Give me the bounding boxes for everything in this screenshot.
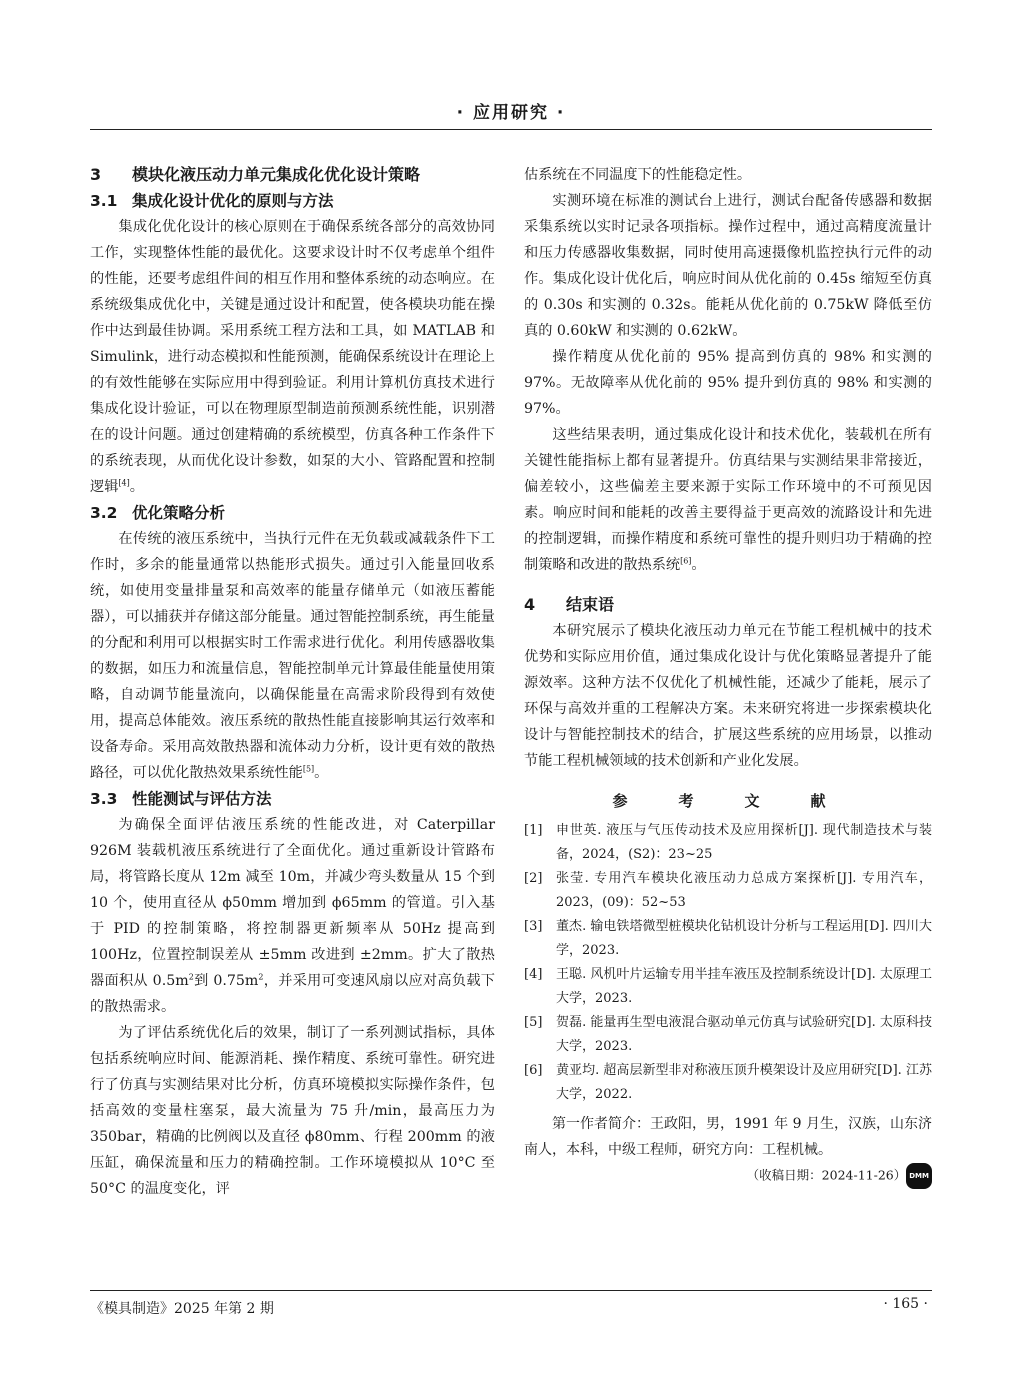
references-title: 参 考 文 献 [612,792,844,810]
paragraph-3-3-a: 为确保全面评估液压系统的性能改进，对 Caterpillar 926M 装载机液压系统进行了全面优化。通过重新设计管路布局，将管路长度从 12m 减至 10m，并减少弯头数量从 15 个到 10 个，使用直径从 ϕ50mm 增加到 ϕ65mm 的管道。引入基于 PID 的控制策略，将控制器更新频率从 50Hz 提高到 100Hz，位置控制误差从 ±5mm 改进到 ±2mm。扩大了散热器面积从 $0.5m^2$到 $0.75m^2$，并采用可变速风扇以应对高负载下的散热需求。 [90,817,495,1015]
references-list [524,819,932,1107]
paragraph-accuracy: 操作精度从优化前的 95% 提高到仿真的 98% 和实测的 97%。无故障率从优化前的 95% 提升到仿真的 98% 和实测的 97%。 [524,349,932,417]
reference-item: [2] 张莹. 专用汽车模块化液压动力总成方案探析[J]. 专用汽车，2023，(09)：52~53 [524,871,932,910]
right-column [524,162,932,1189]
reference-item: [5] 贺磊. 能量再生型电液混合驱动单元仿真与试验研究[D]. 太原科技大学，2023. [524,1015,932,1054]
paragraph-3-2: 在传统的液压系统中，当执行元件在无负载或减载条件下工作时，多余的能量通常以热能形式损失。通过引入能量回收系统，如使用变量排量泵和高效率的能量存储单元（如液压蓄能器），可以捕获并存储这部分能量。通过智能控制系统，再生能量的分配和利用可以根据实时工作需求进行优化。利用传感器收集的数据，如压力和流量信息，智能控制单元计算最佳能量使用策略，自动调节能量流向，以确保能量在高需求阶段得到有效使用，提高总体能效。液压系统的散热性能直接影响其运行效率和设备寿命。采用高效散热器和流体动力分析，设计更有效的散热路径，可以优化散热效果系统性能[5]。 [90,531,495,781]
reference-item: [4] 王聪. 风机叶片运输专用半挂车液压及控制系统设计[D]. 太原理工大学，2023. [524,967,932,1006]
paragraph-test-env: 实测环境在标准的测试台上进行，测试台配备传感器和数据采集系统以实时记录各项指标。操作过程中，通过高精度流量计和压力传感器收集数据，同时使用高速摄像机监控执行元件的动作。集成化设计优化后，响应时间从优化前的 0.45s 缩短至仿真的 0.30s 和实测的 0.32s。能耗从优化前的 0.75kW 降低至仿真的 0.60kW 和实测的 0.62kW。 [524,193,932,339]
paragraph-3-1: 集成化优化设计的核心原则在于确保系统各部分的高效协同工作，实现整体性能的最优化。这要求设计时不仅考虑单个组件的性能，还要考虑组件间的相互作用和整体系统的动态响应。在系统级集成优化中，关键是通过设计和配置，使各模块功能在操作中达到最佳协调。采用系统工程方法和工具，如 MATLAB 和 Simulink，进行动态模拟和性能预测，能确保系统设计在理论上的有效性能够在实际应用中得到验证。利用计算机仿真技术进行集成化设计验证，可以在物理原型制造前预测系统性能，识别潜在的设计问题。通过创建精确的系统模型，仿真各种工作条件下的系统表现，从而优化设计参数，如泵的大小、管路配置和控制逻辑[4]。 [90,219,495,495]
received-date: （收稿日期：2024-11-26） DMM [524,1163,932,1189]
paragraph-3-3-b: 为了评估系统优化后的效果，制订了一系列测试指标，具体包括系统响应时间、能源消耗、操作精度、系统可靠性。研究进行了仿真与实测结果对比分析，仿真环境模拟实际操作条件，包括高效的变量柱塞泵，最大流量为 75 升/min，最高压力为 350bar，精确的比例阀以及直径 ϕ80mm、行程 200mm 的液压缸，确保流量和压力的精确控制。工作环境模拟从 10°C 至 50°C 的温度变化，评 [90,1025,495,1197]
section-4-heading: 4 结束语 [524,595,615,614]
section-3-heading: 3 模块化液压动力单元集成化优化设计策略 [90,165,421,184]
footer-rule [90,1290,932,1291]
header-rule [90,129,932,130]
paragraph-conclusion: 本研究展示了模块化液压动力单元在节能工程机械中的技术优势和实际应用价值，通过集成化设计与优化策略显著提升了能源效率。这种方法不仅优化了机械性能，还减少了能耗，展示了环保与高效并重的工程解决方案。未来研究将进一步探索模块化设计与智能控制技术的结合，扩展这些系统的应用场景，以推动节能工程机械领域的技术创新和产业化发展。 [524,623,932,769]
section-3-3-heading: 3.3 性能测试与评估方法 [90,790,272,808]
journal-footer: 《模具制造》2025 年第 2 期 [90,1301,274,1317]
author-bio: 第一作者简介：王政阳，男，1991 年 9 月生，汉族，山东济南人，本科，中级工程师，研究方向：工程机械。 [524,1116,932,1158]
running-header: · 应用研究 · [456,103,566,123]
dmm-logo-icon: DMM [906,1163,932,1189]
section-3-2-heading: 3.2 优化策略分析 [90,504,226,522]
section-3-1-heading: 3.1 集成化设计优化的原则与方法 [90,192,334,210]
paragraph-results: 这些结果表明，通过集成化设计和技术优化，装载机在所有关键性能指标上都有显著提升。仿真结果与实测结果非常接近，偏差较小，这些偏差主要来源于实际工作环境中的不可预见因素。响应时间和能耗的改善主要得益于更高效的流路设计和先进的控制逻辑，而操作精度和系统可靠性的提升则归功于精确的控制策略和改进的散热系统[6]。 [524,427,932,573]
left-column [90,162,495,1202]
reference-item: [6] 黄亚均. 超高层新型非对称液压顶升模架设计及应用研究[D]. 江苏大学，2022. [524,1063,932,1102]
paragraph-continued: 估系统在不同温度下的性能稳定性。 [524,167,752,183]
page-number: · 165 · [883,1296,928,1312]
reference-item: [1] 申世英. 液压与气压传动技术及应用探析[J]. 现代制造技术与装备，2024，(S2)：23~25 [524,823,932,862]
reference-item: [3] 董杰. 输电铁塔微型桩模块化钻机设计分析与工程运用[D]. 四川大学，2023. [524,919,932,958]
